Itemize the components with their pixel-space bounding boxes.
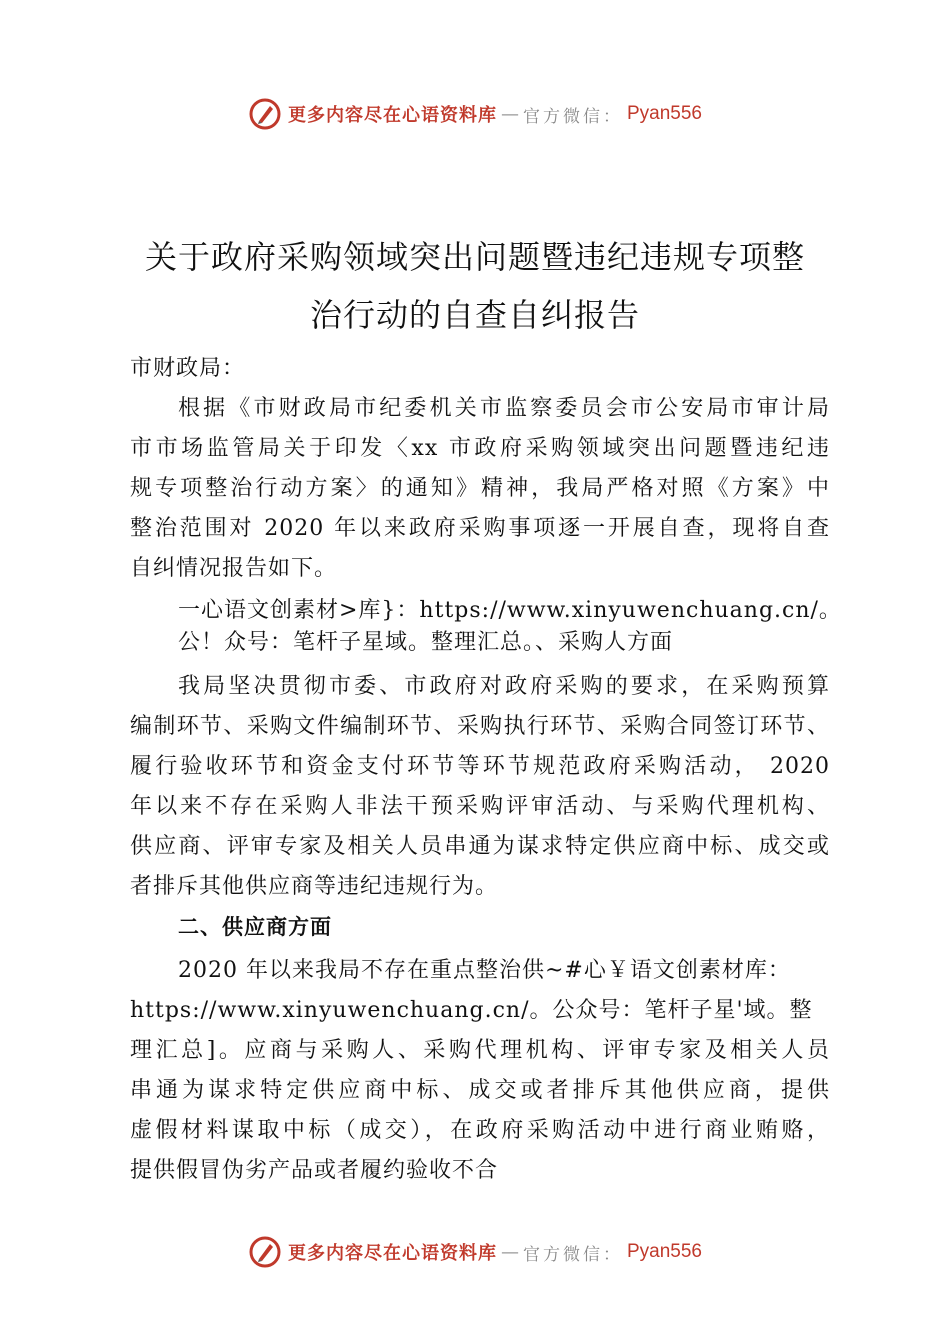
wechat-id: Pyan556 bbox=[626, 103, 702, 124]
wechat-id: Pyan556 bbox=[626, 1241, 702, 1262]
document-title-line-2: 治行动的自查自纠报告 bbox=[309, 296, 640, 334]
paragraph-1-line: 市市场监管局关于印发〈xx 市政府采购领域突出问题暨违纪违 bbox=[130, 436, 830, 461]
brand-dash: — bbox=[500, 103, 519, 125]
brand-text: 更多内容尽在心语资料库 bbox=[287, 105, 497, 126]
paragraph-3-line: 提供假冒伪劣产品或者履约验收不合 bbox=[130, 1158, 499, 1183]
paragraph-2-line: 编制环节、采购文件编制环节、采购执行环节、采购合同签订环节、 bbox=[130, 714, 830, 739]
footer-watermark-banner bbox=[0, 1232, 950, 1272]
pen-logo-icon bbox=[248, 1235, 282, 1269]
header-watermark-banner bbox=[0, 94, 950, 134]
watermark-note-2: 公！众号：笔杆子星域。整理汇总。、采购人方面 bbox=[178, 630, 674, 655]
paragraph-2-line: 者排斥其他供应商等违纪违规行为。 bbox=[130, 874, 499, 899]
paragraph-2-line: 年以来不存在采购人非法干预采购评审活动、与采购代理机构、 bbox=[130, 794, 830, 819]
paragraph-2-line: 我局坚决贯彻市委、市政府对政府采购的要求，在采购预算 bbox=[178, 674, 830, 699]
paragraph-2-line: 供应商、评审专家及相关人员串通为谋求特定供应商中标、成交或 bbox=[130, 834, 830, 859]
paragraph-1-line: 规专项整治行动方案〉的通知》精神，我局严格对照《方案》中 bbox=[130, 476, 830, 501]
salutation: 市财政局： bbox=[130, 356, 246, 381]
paragraph-3-line: 理汇总]。应商与采购人、采购代理机构、评审专家及相关人员 bbox=[130, 1038, 830, 1063]
pen-logo-icon bbox=[248, 97, 282, 131]
paragraph-1-line: 自纠情况报告如下。 bbox=[130, 556, 338, 581]
brand-dash: — bbox=[500, 1241, 519, 1263]
paragraph-3-line: https://www.xinyuwenchuang.cn/。公众号：笔杆子星'域。整 bbox=[130, 998, 813, 1023]
paragraph-3-line: 虚假材料谋取中标（成交），在政府采购活动中进行商业贿赂， bbox=[130, 1118, 830, 1143]
wechat-label: 官方微信： bbox=[522, 1244, 623, 1265]
paragraph-1-line: 根据《市财政局市纪委机关市监察委员会市公安局市审计局 bbox=[178, 396, 830, 421]
paragraph-3-line: 串通为谋求特定供应商中标、成交或者排斥其他供应商，提供 bbox=[130, 1078, 830, 1103]
watermark-note-1: 一心语文创素材>库}：https://www.xinyuwenchuang.cn/。 bbox=[178, 598, 842, 623]
paragraph-3-line: 2020 年以来我局不存在重点整治供~#心￥语文创素材库： bbox=[178, 958, 791, 983]
paragraph-2-line: 履行验收环节和资金支付环节等环节规范政府采购活动， 2020 bbox=[130, 754, 830, 779]
paragraph-1-line: 整治范围对 2020 年以来政府采购事项逐一开展自查，现将自查 bbox=[130, 516, 830, 541]
wechat-label: 官方微信： bbox=[522, 106, 623, 127]
brand-text: 更多内容尽在心语资料库 bbox=[287, 1243, 497, 1264]
section-heading-suppliers: 二、供应商方面 bbox=[178, 915, 332, 939]
document-title-line-1: 关于政府采购领域突出问题暨违纪违规专项整 bbox=[144, 238, 805, 276]
